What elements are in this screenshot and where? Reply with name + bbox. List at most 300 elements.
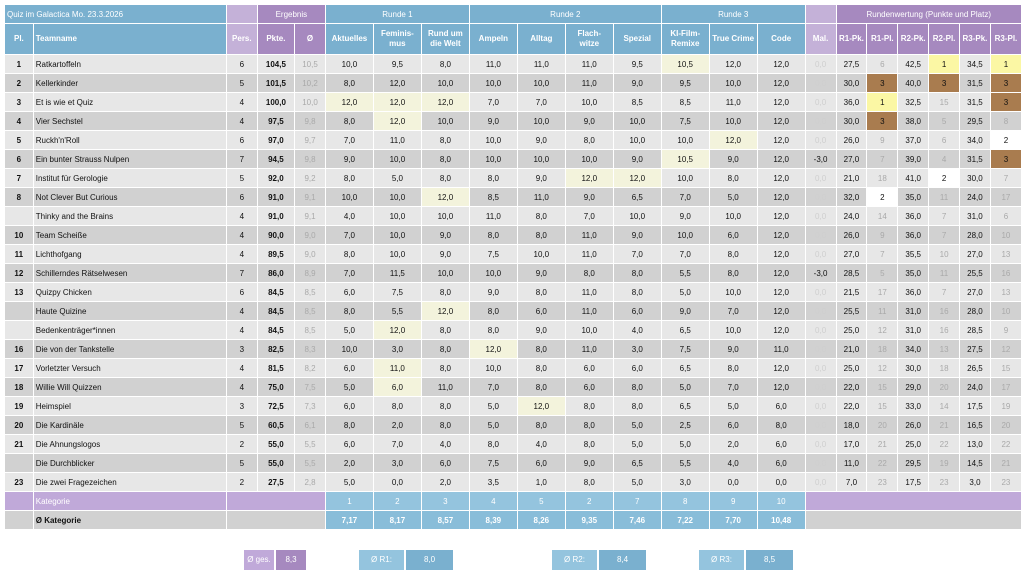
round2-place-cell: 4 [929, 150, 959, 168]
points-cell: 104,5 [258, 55, 294, 73]
category-number-cell: 4 [470, 492, 517, 510]
round1-points-cell: 36,0 [837, 93, 867, 111]
category-score-cell: 11,0 [566, 226, 613, 244]
round1-points-cell: 22,0 [837, 378, 867, 396]
category-score-cell: 6,0 [518, 454, 565, 472]
penalty-cell: 0,0 [806, 340, 836, 358]
category-score-cell: 7,5 [662, 112, 709, 130]
round3-place-cell: 17 [991, 188, 1021, 206]
average-cell: 5,5 [295, 454, 325, 472]
round3-place-cell: 9 [991, 321, 1021, 339]
category-score-cell: 11,0 [566, 245, 613, 263]
table-row [5, 245, 1021, 263]
penalty-cell: 0,0 [806, 435, 836, 453]
points-cell: 82,5 [258, 340, 294, 358]
col-r3-pk: R3-Pk. [960, 24, 990, 54]
category-score-cell: 10,0 [710, 283, 757, 301]
category-score-cell: 11,0 [758, 340, 805, 358]
team-name-cell: Vorletzter Versuch [34, 359, 226, 377]
round2-place-cell: 22 [929, 435, 959, 453]
penalty-cell: 0,0 [806, 454, 836, 472]
team-name-cell: Schillerndes Rätselwesen [34, 264, 226, 282]
category-score-cell: 6,0 [614, 302, 661, 320]
category-score-cell: 12,0 [758, 150, 805, 168]
round3-place-cell: 10 [991, 302, 1021, 320]
team-name-cell: Die Durchblicker [34, 454, 226, 472]
round3-place-cell: 23 [991, 473, 1021, 491]
category-score-cell: 8,0 [470, 435, 517, 453]
col-r2-pl: R2-Pl. [929, 24, 959, 54]
category-score-cell: 7,5 [470, 245, 517, 263]
category-score-cell: 8,0 [422, 359, 469, 377]
category-average-cell: 7,22 [662, 511, 709, 529]
team-name-cell: Et is wie et Quiz [34, 93, 226, 111]
group-rundenwertung: Rundenwertung (Punkte und Platz) [837, 5, 1021, 23]
category-score-cell: 11,0 [470, 55, 517, 73]
col-pl: Pl. [5, 24, 33, 54]
round3-points-cell: 31,5 [960, 93, 990, 111]
category-score-cell: 12,0 [422, 188, 469, 206]
category-score-cell: 2,0 [422, 473, 469, 491]
round2-place-cell: 2 [929, 169, 959, 187]
round2-place-cell: 10 [929, 245, 959, 263]
category-score-cell: 8,0 [422, 340, 469, 358]
rank-cell: 12 [5, 264, 33, 282]
round3-place-cell: 20 [991, 416, 1021, 434]
category-score-cell: 12,0 [470, 340, 517, 358]
penalty-cell: 0,0 [806, 473, 836, 491]
round3-place-cell: 15 [991, 359, 1021, 377]
round3-place-cell: 3 [991, 93, 1021, 111]
points-cell: 27,5 [258, 473, 294, 491]
kategorie-spacer [806, 492, 1021, 510]
points-cell: 92,0 [258, 169, 294, 187]
round1-points-cell: 26,0 [837, 226, 867, 244]
category-score-cell: 11,0 [470, 207, 517, 225]
category-score-cell: 10,0 [614, 207, 661, 225]
round2-points-cell: 25,0 [898, 435, 928, 453]
round1-place-cell: 11 [867, 302, 897, 320]
category-score-cell: 11,0 [422, 378, 469, 396]
category-score-cell: 12,0 [374, 112, 421, 130]
category-score-cell: 11,0 [518, 55, 565, 73]
category-score-cell: 10,0 [374, 207, 421, 225]
category-score-cell: 12,0 [326, 93, 373, 111]
category-score-cell: 10,0 [710, 112, 757, 130]
category-score-cell: 8,0 [326, 169, 373, 187]
category-score-cell: 12,0 [710, 131, 757, 149]
category-score-cell: 2,0 [326, 454, 373, 472]
round3-points-cell: 27,0 [960, 245, 990, 263]
rank-cell: 19 [5, 397, 33, 415]
round2-points-cell: 34,0 [898, 340, 928, 358]
team-name-cell: Bedenkenträger*innen [34, 321, 226, 339]
category-score-cell: 5,0 [614, 435, 661, 453]
category-score-cell: 11,0 [374, 359, 421, 377]
category-score-cell: 7,0 [614, 245, 661, 263]
category-score-cell: 3,0 [662, 473, 709, 491]
category-score-cell: 12,0 [758, 93, 805, 111]
round3-place-cell: 10 [991, 226, 1021, 244]
persons-cell: 6 [227, 55, 257, 73]
category-score-cell: 9,5 [662, 74, 709, 92]
category-score-cell: 4,0 [710, 454, 757, 472]
round2-points-cell: 31,0 [898, 321, 928, 339]
round1-place-cell: 7 [867, 245, 897, 263]
round3-points-cell: 24,0 [960, 188, 990, 206]
category-score-cell: 6,0 [758, 397, 805, 415]
category-score-cell: 10,0 [470, 150, 517, 168]
col-aktuelles: Aktuelles [326, 24, 373, 54]
category-score-cell: 10,0 [374, 188, 421, 206]
col-r1-pl: R1-Pl. [867, 24, 897, 54]
category-number-cell: 3 [422, 492, 469, 510]
round2-points-cell: 31,0 [898, 302, 928, 320]
points-cell: 97,5 [258, 112, 294, 130]
category-score-cell: 5,0 [614, 416, 661, 434]
round2-points-cell: 38,0 [898, 112, 928, 130]
average-cell: 8,5 [295, 321, 325, 339]
category-score-cell: 2,0 [710, 435, 757, 453]
category-score-cell: 6,0 [566, 359, 613, 377]
group-runde-2: Runde 2 [470, 5, 661, 23]
team-name-cell: Ratkartoffeln [34, 55, 226, 73]
category-score-cell: 10,0 [518, 112, 565, 130]
round2-points-cell: 35,5 [898, 245, 928, 263]
average-cell: 2,8 [295, 473, 325, 491]
category-score-cell: 8,0 [614, 378, 661, 396]
category-score-cell: 12,0 [758, 321, 805, 339]
category-score-cell: 7,0 [470, 378, 517, 396]
round3-points-cell: 31,0 [960, 207, 990, 225]
avg-kategorie-label: Ø Kategorie [34, 511, 226, 529]
round1-place-cell: 12 [867, 321, 897, 339]
category-score-cell: 10,0 [470, 359, 517, 377]
table-row [5, 378, 1021, 396]
category-score-cell: 8,0 [470, 226, 517, 244]
category-number-cell: 1 [326, 492, 373, 510]
points-cell: 55,0 [258, 435, 294, 453]
category-score-cell: 8,0 [470, 321, 517, 339]
category-score-cell: 0,0 [710, 473, 757, 491]
category-number-cell: 2 [566, 492, 613, 510]
avg-r3-value: 8,5 [746, 550, 793, 570]
round1-place-cell: 12 [867, 359, 897, 377]
round3-points-cell: 28,0 [960, 302, 990, 320]
round1-place-cell: 5 [867, 264, 897, 282]
category-score-cell: 9,0 [710, 340, 757, 358]
category-score-cell: 7,0 [470, 93, 517, 111]
spacer-pers [227, 5, 257, 23]
round1-points-cell: 25,5 [837, 302, 867, 320]
penalty-cell: 0,0 [806, 283, 836, 301]
category-score-cell: 9,0 [710, 150, 757, 168]
penalty-cell: 0,0 [806, 359, 836, 377]
category-score-cell: 10,0 [470, 264, 517, 282]
penalty-cell: 0,0 [806, 378, 836, 396]
category-score-cell: 6,0 [518, 302, 565, 320]
category-score-cell: 10,0 [614, 131, 661, 149]
category-score-cell: 8,0 [566, 473, 613, 491]
round1-points-cell: 18,0 [837, 416, 867, 434]
col-code: Code [758, 24, 805, 54]
avg-spacer [227, 511, 325, 529]
round3-place-cell: 3 [991, 150, 1021, 168]
category-score-cell: 8,0 [326, 74, 373, 92]
round3-points-cell: 26,5 [960, 359, 990, 377]
team-name-cell: Quizpy Chicken [34, 283, 226, 301]
round1-place-cell: 15 [867, 397, 897, 415]
category-score-cell: 8,0 [518, 340, 565, 358]
category-score-cell: 12,0 [758, 188, 805, 206]
round2-points-cell: 41,0 [898, 169, 928, 187]
category-score-cell: 5,0 [326, 473, 373, 491]
col-mal: Mal. [806, 24, 836, 54]
category-score-cell: 0,0 [758, 473, 805, 491]
points-cell: 84,5 [258, 283, 294, 301]
round3-place-cell: 2 [991, 131, 1021, 149]
category-score-cell: 6,5 [614, 188, 661, 206]
category-score-cell: 10,0 [566, 150, 613, 168]
category-score-cell: 6,0 [374, 378, 421, 396]
persons-cell: 4 [227, 302, 257, 320]
category-score-cell: 9,0 [422, 245, 469, 263]
category-score-cell: 10,5 [662, 150, 709, 168]
category-score-cell: 6,0 [710, 416, 757, 434]
category-score-cell: 11,0 [566, 74, 613, 92]
category-score-cell: 7,0 [326, 226, 373, 244]
category-score-cell: 8,0 [518, 283, 565, 301]
average-cell: 9,1 [295, 188, 325, 206]
rank-cell: 2 [5, 74, 33, 92]
category-score-cell: 9,0 [614, 150, 661, 168]
avg-r1-value: 8,0 [406, 550, 453, 570]
col-pers: Pers. [227, 24, 257, 54]
round2-place-cell: 16 [929, 302, 959, 320]
average-cell: 9,1 [295, 207, 325, 225]
penalty-cell: 0,0 [806, 93, 836, 111]
category-score-cell: 10,0 [422, 264, 469, 282]
round1-points-cell: 25,0 [837, 359, 867, 377]
persons-cell: 4 [227, 207, 257, 225]
points-cell: 55,0 [258, 454, 294, 472]
category-score-cell: 8,0 [710, 169, 757, 187]
persons-cell: 4 [227, 226, 257, 244]
avg-total-label: Ø ges. [244, 550, 274, 570]
round3-place-cell: 12 [991, 340, 1021, 358]
category-score-cell: 3,5 [470, 473, 517, 491]
round3-points-cell: 30,0 [960, 169, 990, 187]
points-cell: 100,0 [258, 93, 294, 111]
category-score-cell: 10,0 [470, 74, 517, 92]
category-score-cell: 10,0 [518, 150, 565, 168]
penalty-cell: 0,0 [806, 55, 836, 73]
category-score-cell: 9,0 [518, 264, 565, 282]
points-cell: 101,5 [258, 74, 294, 92]
penalty-cell: 0,0 [806, 74, 836, 92]
rank-cell: 17 [5, 359, 33, 377]
category-score-cell: 12,0 [758, 378, 805, 396]
round2-points-cell: 40,0 [898, 74, 928, 92]
team-name-cell: Team Scheiße [34, 226, 226, 244]
category-score-cell: 12,0 [758, 226, 805, 244]
category-score-cell: 10,5 [662, 55, 709, 73]
round1-place-cell: 3 [867, 112, 897, 130]
category-average-cell: 7,17 [326, 511, 373, 529]
col-avg: Ø [295, 24, 325, 54]
category-score-cell: 9,5 [374, 55, 421, 73]
category-score-cell: 8,0 [518, 226, 565, 244]
penalty-cell: 0,0 [806, 169, 836, 187]
col-feminismus: Feminis-mus [374, 24, 421, 54]
team-name-cell: Vier Sechstel [34, 112, 226, 130]
round2-place-cell: 11 [929, 264, 959, 282]
category-score-cell: 7,0 [710, 378, 757, 396]
category-score-cell: 7,0 [326, 264, 373, 282]
category-score-cell: 6,5 [662, 397, 709, 415]
round3-place-cell: 1 [991, 55, 1021, 73]
avg-r1-label: Ø R1: [359, 550, 404, 570]
round3-place-cell: 13 [991, 245, 1021, 263]
table-row [5, 131, 1021, 149]
rank-cell: 18 [5, 378, 33, 396]
category-score-cell: 8,0 [566, 416, 613, 434]
category-average-cell: 8,39 [470, 511, 517, 529]
team-name-cell: Kellerkinder [34, 74, 226, 92]
category-score-cell: 8,5 [614, 93, 661, 111]
category-score-cell: 5,0 [662, 283, 709, 301]
category-score-cell: 11,0 [566, 340, 613, 358]
category-number-cell: 10 [758, 492, 805, 510]
rank-cell: 10 [5, 226, 33, 244]
round3-points-cell: 16,5 [960, 416, 990, 434]
persons-cell: 4 [227, 321, 257, 339]
team-name-cell: Die Ahnungslogos [34, 435, 226, 453]
rank-cell [5, 302, 33, 320]
points-cell: 84,5 [258, 302, 294, 320]
category-score-cell: 12,0 [758, 302, 805, 320]
points-cell: 81,5 [258, 359, 294, 377]
category-score-cell: 11,0 [566, 55, 613, 73]
col-teamname: Teamname [34, 24, 226, 54]
category-score-cell: 6,0 [326, 283, 373, 301]
category-score-cell: 8,0 [518, 359, 565, 377]
round2-place-cell: 19 [929, 454, 959, 472]
persons-cell: 4 [227, 359, 257, 377]
round2-points-cell: 37,0 [898, 131, 928, 149]
category-number-cell: 7 [614, 492, 661, 510]
category-score-cell: 5,5 [662, 264, 709, 282]
category-average-cell: 10,48 [758, 511, 805, 529]
round1-points-cell: 30,0 [837, 74, 867, 92]
round3-place-cell: 21 [991, 454, 1021, 472]
persons-cell: 5 [227, 169, 257, 187]
category-score-cell: 9,0 [614, 74, 661, 92]
category-score-cell: 6,0 [758, 435, 805, 453]
team-name-cell: Ein bunter Strauss Nulpen [34, 150, 226, 168]
table-row [5, 359, 1021, 377]
category-score-cell: 10,0 [374, 226, 421, 244]
rank-cell [5, 207, 33, 225]
round3-points-cell: 31,5 [960, 74, 990, 92]
round3-points-cell: 28,0 [960, 226, 990, 244]
round1-place-cell: 17 [867, 283, 897, 301]
points-cell: 75,0 [258, 378, 294, 396]
persons-cell: 2 [227, 473, 257, 491]
category-score-cell: 5,0 [326, 321, 373, 339]
penalty-cell: 0,0 [806, 188, 836, 206]
round1-points-cell: 21,0 [837, 169, 867, 187]
category-score-cell: 9,5 [614, 55, 661, 73]
round1-place-cell: 15 [867, 378, 897, 396]
category-score-cell: 8,0 [710, 264, 757, 282]
category-score-cell: 0,0 [374, 473, 421, 491]
category-score-cell: 8,0 [470, 169, 517, 187]
average-cell: 8,2 [295, 359, 325, 377]
team-name-cell: Haute Quizine [34, 302, 226, 320]
average-cell: 9,8 [295, 150, 325, 168]
round1-points-cell: 30,0 [837, 112, 867, 130]
points-cell: 91,0 [258, 207, 294, 225]
category-score-cell: 12,0 [758, 55, 805, 73]
category-score-cell: 7,0 [326, 131, 373, 149]
persons-cell: 4 [227, 378, 257, 396]
round2-place-cell: 16 [929, 321, 959, 339]
penalty-cell: 0,0 [806, 245, 836, 263]
rank-cell: 7 [5, 169, 33, 187]
category-score-cell: 8,0 [326, 416, 373, 434]
category-score-cell: 5,5 [374, 302, 421, 320]
round3-points-cell: 29,5 [960, 112, 990, 130]
category-score-cell: 9,0 [470, 112, 517, 130]
persons-cell: 4 [227, 245, 257, 263]
round2-points-cell: 32,5 [898, 93, 928, 111]
category-score-cell: 5,0 [470, 397, 517, 415]
category-score-cell: 5,0 [614, 473, 661, 491]
penalty-cell: -3,0 [806, 264, 836, 282]
round2-place-cell: 15 [929, 93, 959, 111]
col-ki-film-remixe: KI-Film-Remixe [662, 24, 709, 54]
table-row [5, 397, 1021, 415]
avg-spacer [806, 511, 1021, 529]
round3-points-cell: 27,5 [960, 340, 990, 358]
round3-points-cell: 34,0 [960, 131, 990, 149]
table-row [5, 416, 1021, 434]
penalty-cell: 0,0 [806, 226, 836, 244]
category-score-cell: 9,0 [566, 112, 613, 130]
rank-cell: 13 [5, 283, 33, 301]
round1-place-cell: 7 [867, 150, 897, 168]
category-score-cell: 6,0 [422, 454, 469, 472]
avg-r2-label: Ø R2: [552, 550, 597, 570]
category-score-cell: 5,0 [710, 397, 757, 415]
category-average-cell: 9,35 [566, 511, 613, 529]
persons-cell: 4 [227, 112, 257, 130]
category-score-cell: 12,0 [374, 321, 421, 339]
category-score-cell: 12,0 [710, 55, 757, 73]
penalty-cell: 0,0 [806, 302, 836, 320]
round1-points-cell: 32,0 [837, 188, 867, 206]
category-score-cell: 6,0 [326, 397, 373, 415]
category-score-cell: 4,0 [518, 435, 565, 453]
round1-points-cell: 27,0 [837, 150, 867, 168]
points-cell: 97,0 [258, 131, 294, 149]
rank-cell: 8 [5, 188, 33, 206]
kategorie-spacer [5, 492, 33, 510]
category-score-cell: 12,0 [758, 264, 805, 282]
round2-points-cell: 33,0 [898, 397, 928, 415]
spacer-mal [806, 5, 836, 23]
